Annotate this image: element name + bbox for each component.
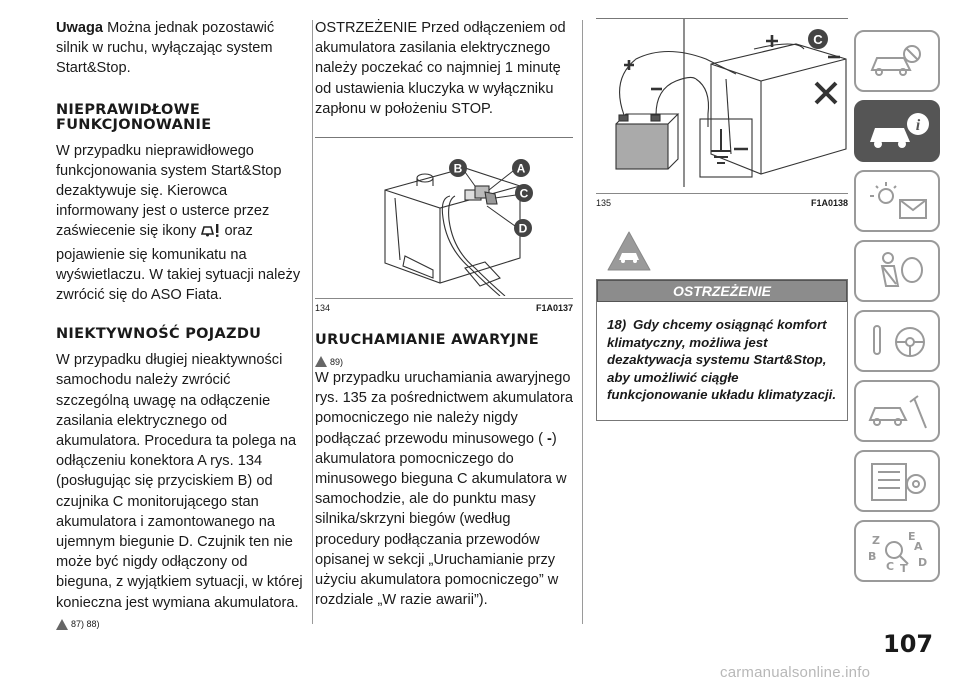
fig-135-number: 135	[596, 198, 612, 208]
fig-134-number: 134	[315, 303, 331, 314]
emergency-text-a: W przypadku uruchamiania awaryjnego rys. 135 za pośrednictwem akumulatora pomocniczego nie należy nigdy podłączać przewodu minusowego (	[315, 370, 573, 447]
svg-text:A: A	[914, 540, 923, 553]
svg-text:B: B	[868, 550, 877, 563]
warning-triangle-icon	[315, 356, 327, 367]
fig-134-code: F1A0137	[535, 303, 573, 314]
warning-references	[56, 619, 306, 630]
figure-134-caption	[315, 298, 573, 313]
fig-135-code: F1A0138	[810, 198, 848, 208]
index-letters-icon	[864, 528, 934, 576]
steering-key-icon	[864, 318, 934, 366]
jump-start-illustration	[596, 19, 848, 191]
column-3	[596, 18, 848, 421]
warning-body	[597, 302, 847, 420]
label-d: D	[518, 221, 528, 236]
page-number: 107	[883, 630, 934, 658]
column-2	[315, 18, 573, 610]
tab-alphabetical-index[interactable]	[854, 520, 940, 582]
lights-message-icon	[864, 178, 934, 226]
tab-dashboard[interactable]	[854, 30, 940, 92]
airbag-seatbelt-icon	[864, 248, 934, 296]
checklist-gear-icon	[864, 458, 934, 506]
car-wrench-icon	[864, 388, 934, 436]
heading-malfunction: NIEPRAWIDŁOWE FUNKCJONOWANIE	[56, 101, 212, 133]
start-stop-warning-icon	[200, 223, 220, 244]
svg-text:Z: Z	[872, 534, 880, 547]
warning-number: 18)	[607, 317, 627, 332]
warning-title: OSTRZEŻENIE	[597, 280, 847, 302]
emergency-paragraph	[315, 368, 573, 610]
figure-135-caption	[596, 193, 848, 208]
figure-134	[315, 137, 573, 298]
warning-text: Gdy chcemy osiągnąć komfort klimatyczny, możliwa jest dezaktywacja systemu Start&Stop, aby umożliwić ciągłe funkcjonowanie układu klimatyzacji.	[607, 317, 837, 402]
column-1	[56, 18, 306, 630]
car-info-icon	[864, 108, 934, 156]
minus-symbol: -	[547, 430, 552, 447]
heading-inactivity: NIEKTYWNOŚĆ POJAZDU	[56, 326, 262, 343]
intro-paragraph	[56, 18, 306, 79]
watermark: carmanualsonline.info	[720, 664, 871, 681]
label-a: A	[516, 161, 526, 176]
label-b: B	[453, 161, 463, 176]
refs-text: 87) 88)	[71, 619, 100, 630]
svg-text:C: C	[886, 560, 895, 573]
refs-89: 89)	[330, 356, 344, 367]
label-c-fig135: C	[813, 32, 823, 47]
svg-text:T: T	[900, 562, 908, 575]
tab-maintenance[interactable]	[854, 450, 940, 512]
warning-triangle-icon	[56, 619, 68, 630]
malfunction-paragraph	[56, 141, 306, 306]
emergency-text-b: ) akumulatora pomocniczego do minusowego bieguna C akumulatora w samochodzie, ale do punktu masy silnika/skrzyni biegów (według procedury podłączania przewodów opisanej w sekcji „Uruchamianie przy użyciu akumulatora pomocniczego” w rozdziale „W razie awarii”).	[315, 430, 567, 609]
svg-text:E: E	[908, 530, 916, 543]
caution-paragraph: OSTRZEŻENIE Przed odłączeniem od akumulatora zasilania elektrycznego należy poczekać co najmniej 1 minutę od ustawienia kluczyka w wyłączniku zapłonu w położeniu STOP.	[315, 20, 566, 117]
intro-bold: Uwaga	[56, 20, 104, 36]
battery-sensor-illustration	[315, 138, 573, 296]
tab-lights-warnings[interactable]	[854, 170, 940, 232]
inactivity-paragraph: W przypadku długiej nieaktywności samochodu należy zwrócić szczególną uwagę na odłączenie zasilania elektrycznego od akumulatora. Procedura ta polega na odłączeniu konektora A rys. 134 (posługując się przyciskiem B) od czujnika C monitorującego stan akumulatora i zamontowanego na ujemnym biegunie D. Czujnik ten nie może być nigdy odłączony od bieguna, z wyjątkiem sytuacji, w której konieczna jest wymiana akumulatora.	[56, 352, 303, 611]
tab-emergency[interactable]	[854, 380, 940, 442]
warning-box	[596, 279, 848, 421]
svg-text:i: i	[915, 117, 921, 134]
emergency-references	[315, 356, 573, 367]
label-c: C	[519, 186, 529, 201]
tab-starting-driving[interactable]	[854, 310, 940, 372]
figure-135	[596, 18, 848, 193]
svg-text:D: D	[918, 556, 928, 569]
intro-text: Można jednak pozostawić silnik w ruchu, wyłączając system Start&Stop.	[56, 20, 275, 77]
tab-vehicle-info[interactable]	[854, 100, 940, 162]
tab-safety[interactable]	[854, 240, 940, 302]
dashboard-car-icon	[864, 38, 934, 86]
car-warning-icon	[606, 230, 848, 277]
heading-emergency-start: URUCHAMIANIE AWARYJNE	[315, 332, 539, 349]
malfunction-text-a: W przypadku nieprawidłowego funkcjonowania system Start&Stop dezaktywuje się. Kierowca informowany jest o usterce przez zaświecenie się ikony	[56, 142, 282, 240]
malfunction-text-b: oraz pojawienie się komunikatu na wyświetlaczu. W takiej sytuacji należy zwrócić się do ASO Fiata.	[56, 223, 301, 304]
